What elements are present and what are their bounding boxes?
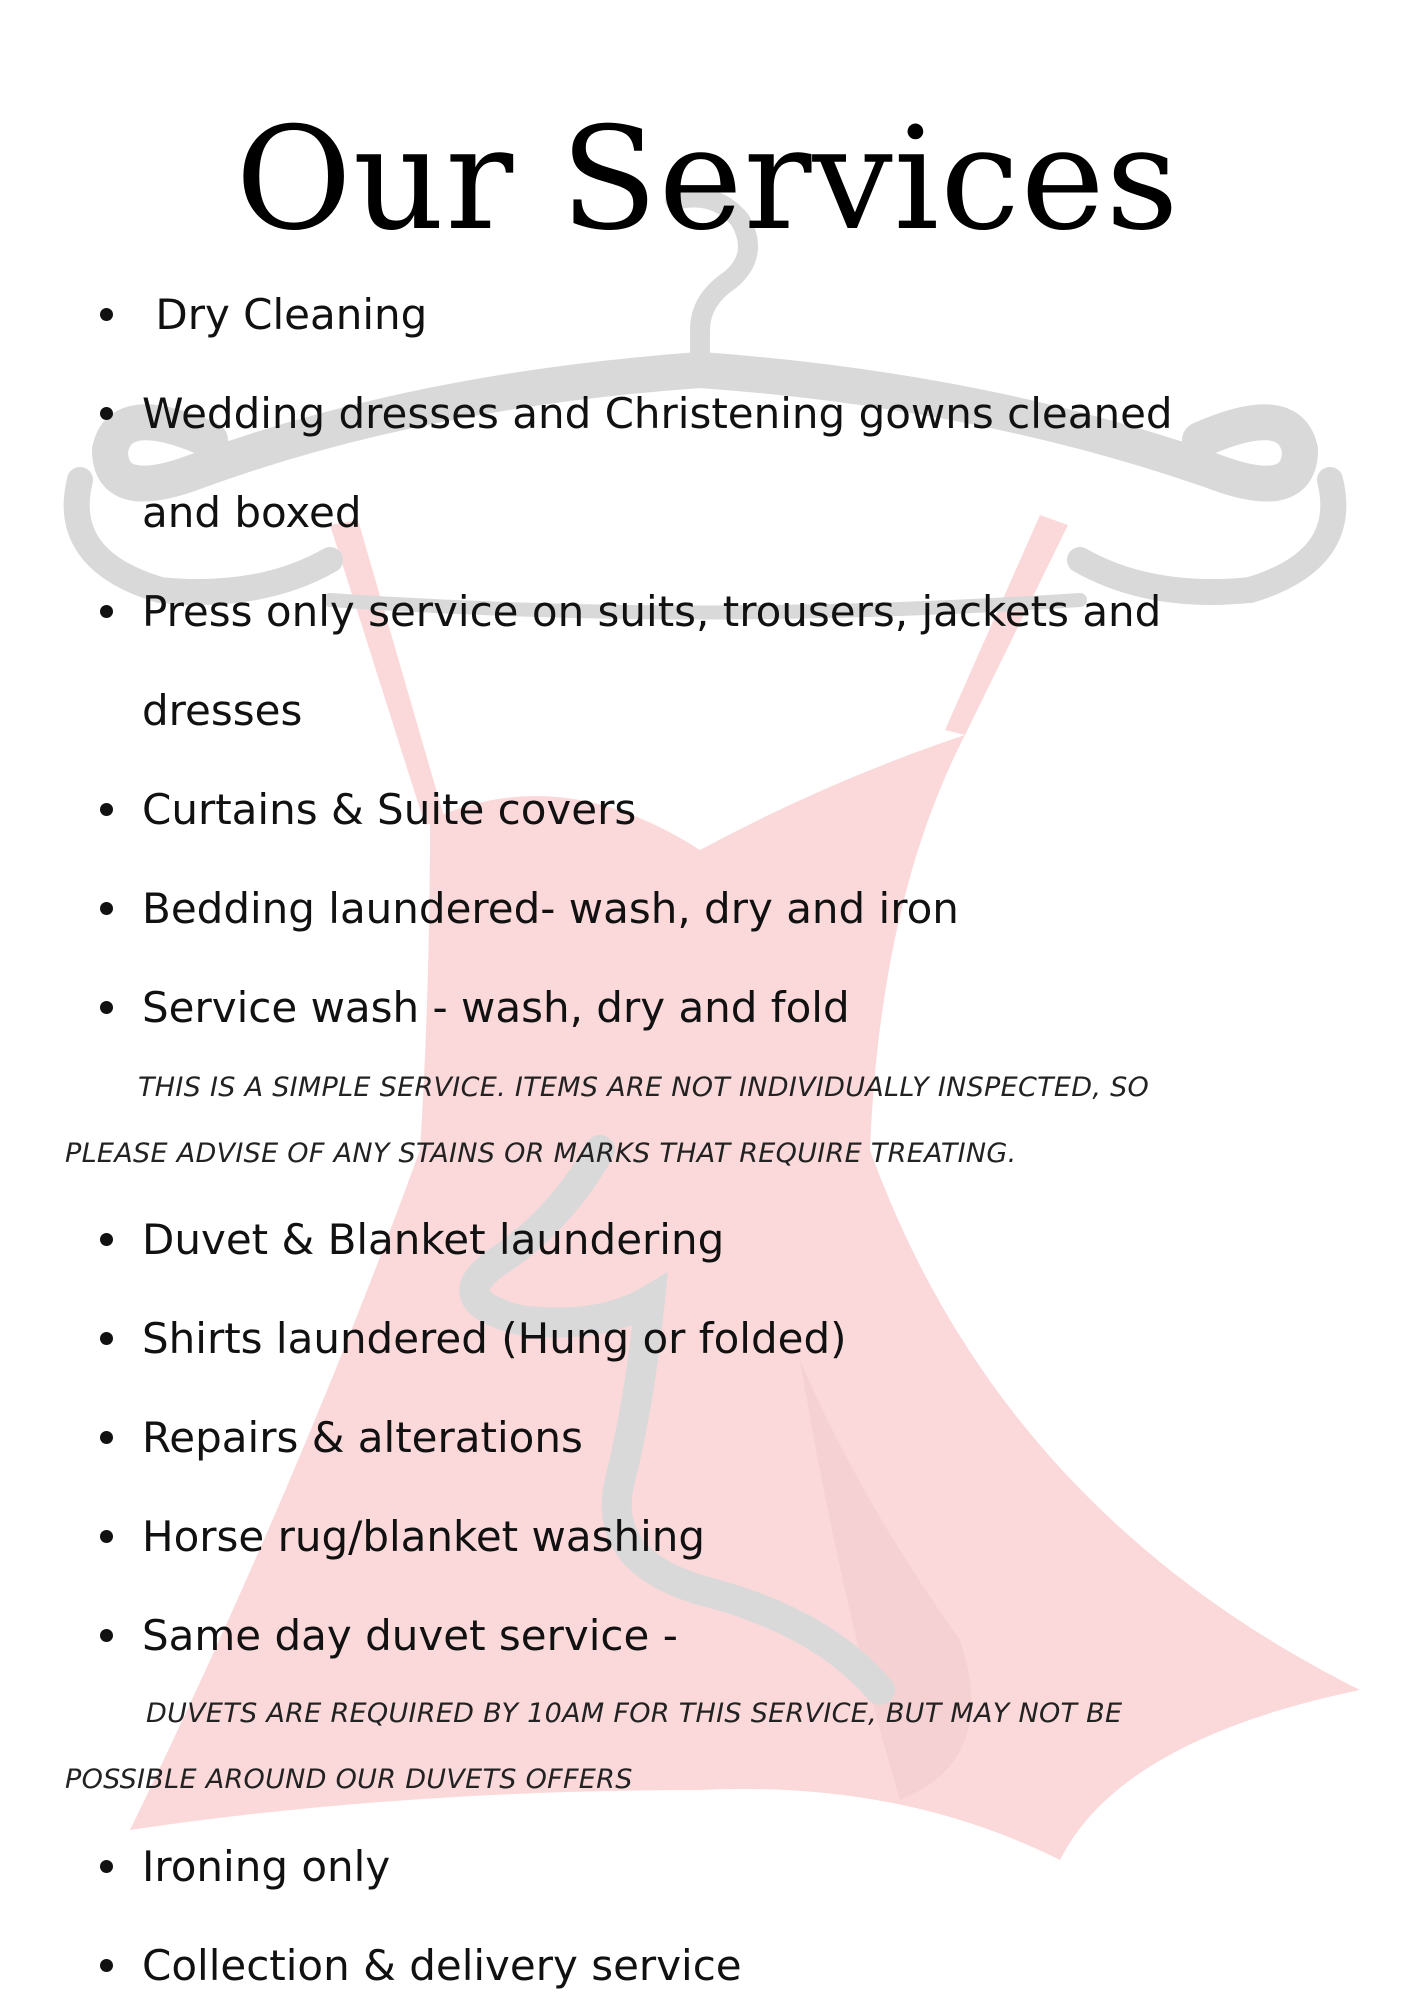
- service-wash-note-cont: PLEASE ADVISE OF ANY STAINS OR MARKS THAT REQUIRE TREATING.: [65, 1138, 1017, 1169]
- service-item-press-only: Press only service on suits, trousers, jackets and: [142, 587, 1162, 636]
- hanger-end-right: [1080, 480, 1333, 592]
- bullet: [100, 902, 113, 915]
- page-title: Our Services: [235, 97, 1180, 262]
- service-item-dry-cleaning: Dry Cleaning: [142, 290, 428, 339]
- service-item-bedding: Bedding laundered- wash, dry and iron: [142, 884, 959, 933]
- bullet: [100, 1332, 113, 1345]
- bullet: [100, 605, 113, 618]
- bullet: [100, 1860, 113, 1873]
- bullet: [100, 1431, 113, 1444]
- bullet: [100, 1530, 113, 1543]
- bullet: [100, 1629, 113, 1642]
- bullet: [100, 1959, 113, 1972]
- dress-strap-left: [330, 520, 445, 825]
- bullet: [100, 407, 113, 420]
- service-wash-note: THIS IS A SIMPLE SERVICE. ITEMS ARE NOT INDIVIDUALLY INSPECTED, SO: [138, 1072, 1150, 1103]
- service-item-repairs: Repairs & alterations: [142, 1413, 583, 1462]
- service-item-service-wash: Service wash - wash, dry and fold: [142, 983, 850, 1032]
- service-item-same-day-duvet: Same day duvet service -: [142, 1611, 678, 1660]
- bullet: [100, 1001, 113, 1014]
- service-item-wedding-dresses-cont: and boxed: [142, 488, 362, 537]
- service-item-collection-delivery: Collection & delivery service: [142, 1941, 742, 1990]
- service-item-ironing: Ironing only: [142, 1842, 391, 1891]
- bullet: [100, 1233, 113, 1246]
- same-day-duvet-note-cont: POSSIBLE AROUND OUR DUVETS OFFERS: [65, 1764, 633, 1795]
- service-item-press-only-cont: dresses: [142, 686, 303, 735]
- same-day-duvet-note: DUVETS ARE REQUIRED BY 10AM FOR THIS SERVICE, BUT MAY NOT BE: [146, 1698, 1123, 1729]
- service-item-shirts: Shirts laundered (Hung or folded): [142, 1314, 847, 1363]
- service-item-wedding-dresses: Wedding dresses and Christening gowns cleaned: [142, 389, 1173, 438]
- bullet: [100, 308, 113, 321]
- bullet: [100, 803, 113, 816]
- service-item-duvet-blanket: Duvet & Blanket laundering: [142, 1215, 725, 1264]
- service-item-curtains: Curtains & Suite covers: [142, 785, 637, 834]
- service-item-horse-rug: Horse rug/blanket washing: [142, 1512, 706, 1561]
